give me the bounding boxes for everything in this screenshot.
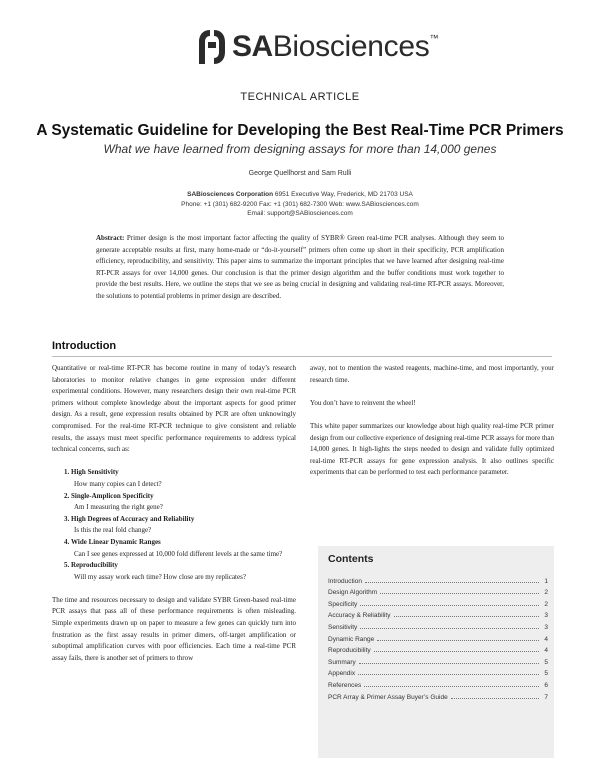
intro-paragraph-3: away, not to mention the wasted reagents, machine-time, and most importantly, your research time.	[310, 364, 554, 384]
requirement-question: Am I measuring the right gene?	[74, 503, 163, 512]
affiliation-phone: Phone: +1 (301) 682-9200 Fax: +1 (301) 682-7300 Web: www.SABiosciences.com	[181, 200, 419, 208]
list-item: 2. Single-Amplicon Specificity Am I measuring the right gene?	[64, 491, 296, 514]
toc-item[interactable]: Accuracy & Reliability 3	[328, 612, 548, 620]
contents-heading: Contents	[328, 553, 374, 565]
toc-item[interactable]: Sensitivity 3	[328, 623, 548, 631]
section-divider	[52, 356, 552, 357]
logo-wordmark: SABiosciences™	[232, 30, 439, 63]
requirement-title: Reproducibility	[71, 561, 118, 570]
requirement-title: High Degrees of Accuracy and Reliability	[71, 514, 195, 523]
page-title: A Systematic Guideline for Developing the Best Real-Time PCR Primers	[36, 122, 564, 139]
toc-item[interactable]: Reproducibility 4	[328, 647, 548, 655]
list-item: 1. High Sensitivity How many copies can I detect?	[64, 467, 296, 490]
page-subtitle: What we have learned from designing assays for more than 14,000 genes	[103, 142, 497, 156]
list-item: 3. High Degrees of Accuracy and Reliability Is this the real fold change?	[64, 514, 296, 537]
sabiosciences-logo-icon	[196, 28, 228, 66]
affiliation-email: Email: support@SABiosciences.com	[247, 210, 353, 217]
intro-paragraph-4: You don’t have to reinvent the wheel!	[310, 398, 416, 407]
intro-paragraph-1: Quantitative or real-time RT-PCR has become routine in many of today’s research laboratories to monitor relative changes in gene expression under different experimental conditions. However, many researchers design their own real-time PCR primers without complete knowledge about the important aspects for good primer design. As a result, gene expression results obtained by PCR are often unknowingly compromised. For the real-time RT-PCR technique to give consistent and reliable results, the assays must meet specific performance requirements to address typical technical concerns, such as:	[52, 364, 296, 454]
abstract-text: Primer design is the most important factor affecting the quality of SYBR® Green real-time PCR analyses. Although they seem to generate acceptable results at first, many home-made or “do-it-yourself” primers often come up short in their specificity, PCR amplification efficiency, reproducibility, and sensitivity. This paper aims to summarize the important principles that we have learned after designing real-time RT-PCR assays for over 14,000 genes. Our conclusion is that the primer design algorithm and the buffer conditions must work together to provide the best results. Here, we outline the steps that we see as being crucial in designing and validating real-time RT-PCR assays. Moreover, the solutions to potential problems in primer design are described.	[96, 234, 504, 300]
affiliation-block	[0, 190, 600, 219]
toc-item[interactable]: Introduction 1	[328, 577, 548, 585]
list-item: 5. Reproducibility Will my assay work each time? How close are my replicates?	[64, 560, 296, 583]
toc-item[interactable]: Appendix 5	[328, 670, 548, 678]
requirement-question: Can I see genes expressed at 10,000 fold different levels at the same time?	[74, 549, 283, 558]
toc-item[interactable]: Design Algorithm 2	[328, 589, 548, 597]
requirement-question: How many copies can I detect?	[74, 479, 162, 488]
intro-heading: Introduction	[52, 340, 117, 352]
toc-item[interactable]: Dynamic Range 4	[328, 635, 548, 643]
requirement-question: Is this the real fold change?	[74, 526, 152, 535]
left-column	[52, 363, 296, 676]
article-type-label: TECHNICAL ARTICLE	[240, 91, 360, 103]
toc-item[interactable]: References 6	[328, 681, 548, 689]
affiliation-address-line	[0, 190, 600, 200]
abstract	[96, 233, 504, 303]
table-of-contents	[328, 573, 548, 701]
requirement-title: Single-Amplicon Specificity	[71, 491, 154, 500]
intro-paragraph-2: The time and resources necessary to design and validate SYBR Green-based real-time PCR assays that pass all of these performance requirements is often misleading. Simple experiments drawn up on paper to measure a few genes can quickly turn into frustration as the first assay results in primer dimers, off-target amplification or suboptimal amplification curves with poor efficiencies. Each time a real-time PCR assay fails, there is another set of primers to throw	[52, 595, 296, 662]
company-logo	[196, 26, 439, 70]
right-column	[310, 363, 554, 491]
authors: George Quellhorst and Sam Rulli	[248, 170, 352, 177]
list-item: 4. Wide Linear Dynamic Ranges Can I see genes expressed at 10,000 fold different levels at the same time?	[64, 537, 296, 560]
toc-item[interactable]: Summary 5	[328, 658, 548, 666]
requirements-list	[52, 467, 296, 583]
abstract-label: Abstract:	[96, 234, 125, 242]
requirement-title: High Sensitivity	[71, 468, 119, 477]
requirement-question: Will my assay work each time? How close are my replicates?	[74, 572, 246, 581]
affiliation-address: 6951 Executive Way, Frederick, MD 21703 USA	[273, 191, 413, 198]
toc-item[interactable]: PCR Array & Primer Assay Buyer’s Guide 7	[328, 693, 548, 701]
affiliation-org: SABiosciences Corporation	[187, 191, 274, 198]
intro-paragraph-5: This white paper summarizes our knowledge about high quality real-time PCR primer design from our collective experience of designing real-time PCR assays for more than 14,000 genes. It high-lights the steps needed to design and validate fully optimized real-time RT-PCR assays for gene expression analysis. It also outlines specific experiments that can be performed to test each performance parameter.	[310, 421, 554, 477]
toc-item[interactable]: Specificity 2	[328, 600, 548, 608]
requirement-title: Wide Linear Dynamic Ranges	[71, 537, 161, 546]
